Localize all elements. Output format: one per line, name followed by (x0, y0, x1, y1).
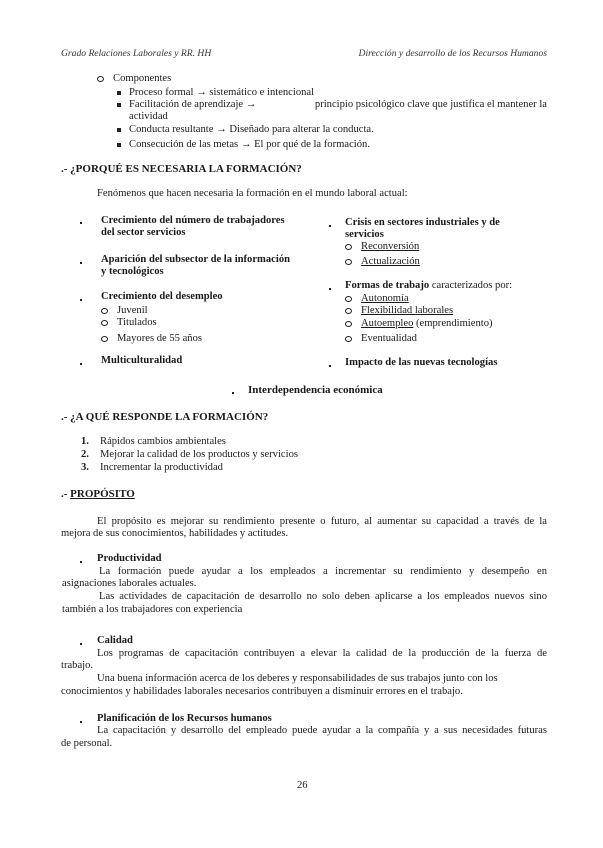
componente-item (117, 87, 314, 98)
paragraph-line: conocimientos y habilidades laborales necesarios contribuyen a disminuir errores en el trabajo. (61, 686, 463, 697)
componente-text: actividad (129, 111, 168, 122)
left-item-2-cont: y tecnológicos (101, 266, 164, 277)
sub-item-text: Autonomía (361, 293, 409, 304)
square-bullet-icon (117, 128, 121, 132)
circle-bullet-icon (345, 244, 352, 250)
arrow-icon: → (240, 139, 252, 150)
componente-text: Facilitación de aprendizaje (129, 99, 244, 110)
paragraph-text: Los programas de capacitación contribuyen a elevar la calidad de la producción de la fuerza de (97, 648, 547, 659)
header-right: Dirección y desarrollo de los Recursos Humanos (358, 48, 547, 59)
sub-item (345, 256, 420, 267)
right-item-2-rest: caracterizados por: (431, 280, 513, 291)
item-text: Rápidos cambios ambientales (100, 436, 226, 447)
paragraph-line (97, 648, 547, 659)
circle-bullet-icon (97, 76, 104, 82)
componentes-heading (97, 73, 171, 84)
sub-item-text: Titulados (117, 317, 157, 328)
sub-item-text: (emprendimiento) (416, 318, 493, 329)
dot-bullet-icon (80, 217, 82, 228)
dot-bullet-icon (80, 556, 82, 567)
componente-text: principio psicológico clave que justifica el mantener la (314, 99, 547, 110)
componente-text: Diseñado para alterar la conducta. (229, 124, 374, 135)
dot-bullet-icon (80, 716, 82, 727)
sub-item (345, 318, 493, 329)
sub-item (345, 241, 419, 252)
componente-text: Consecución de las metas (129, 139, 239, 150)
sub-item-text: Reconversión (361, 241, 420, 252)
paragraph-text: La capacitación y desarrollo del empleado puede ayudar a la compañía y a sus necesidades futuras (97, 725, 547, 736)
left-item-1: Crecimiento del número de trabajadores (101, 215, 285, 226)
sub-item-text: Actualización (361, 256, 420, 267)
paragraph-line (97, 516, 547, 527)
dot-bullet-icon (329, 283, 331, 294)
paragraph-line: Una buena información acerca de los deberes y responsabilidades de sus trabajos junto con los (97, 673, 498, 684)
dot-bullet-icon (80, 358, 82, 369)
paragraph-text: El propósito es mejorar su rendimiento presente o futuro, al aumentar su capacidad a través de la (97, 516, 547, 527)
paragraph-line: trabajo. (61, 660, 94, 671)
dot-bullet-icon (329, 220, 331, 231)
circle-bullet-icon (345, 259, 352, 265)
sub-item (345, 293, 409, 304)
item-text: Mejorar la calidad de los productos y servicios (100, 449, 298, 460)
section-prefix: .- (61, 488, 68, 500)
paragraph-line (99, 591, 547, 602)
componente-item (117, 124, 374, 135)
left-item-3: Crecimiento del desempleo (101, 291, 223, 302)
paragraph-line (97, 725, 547, 736)
numbered-item (81, 462, 223, 473)
section-heading-responde (61, 411, 268, 423)
numbered-item (81, 449, 298, 460)
item-text: Incrementar la productividad (100, 462, 223, 473)
item-number: 3. (81, 462, 89, 473)
arrow-icon: → (216, 124, 227, 135)
subsection-title: Productividad (97, 553, 162, 564)
section-intro: Fenómenos que hacen necesaria la formación en el mundo laboral actual: (97, 188, 408, 199)
sub-item-text: Mayores de 55 años (117, 333, 203, 344)
subsection-title: Planificación de los Recursos humanos (97, 713, 272, 724)
paragraph-line: mejora de sus conocimientos, habilidades y actitudes. (61, 528, 289, 539)
sub-item-text: Autoempleo (361, 318, 414, 329)
left-item-1-cont: del sector servicios (101, 227, 186, 238)
sub-item (101, 305, 148, 316)
item-number: 2. (81, 449, 89, 460)
circle-bullet-icon (101, 336, 108, 342)
componente-text: El por qué de la formación. (254, 139, 370, 150)
left-item-2: Aparición del subsector de la información (101, 254, 291, 265)
paragraph-line: también a los trabajadores con experiencia (62, 604, 243, 615)
numbered-item (81, 436, 226, 447)
dot-bullet-icon (80, 294, 82, 305)
paragraph-line: de personal. (61, 738, 113, 749)
sub-item (345, 305, 453, 316)
circle-bullet-icon (101, 320, 108, 326)
circle-bullet-icon (345, 321, 352, 327)
circle-bullet-icon (101, 308, 108, 314)
componente-text: sistemático e intencional (209, 87, 315, 98)
section-title: ¿A QUÉ RESPONDE LA FORMACIÓN? (70, 411, 269, 423)
right-item-2-bold: Formas de trabajo (345, 280, 430, 291)
right-item-1: Crisis en sectores industriales y de (345, 217, 500, 228)
dot-bullet-icon (80, 257, 82, 268)
section-heading-porque (61, 163, 302, 175)
item-number: 1. (81, 436, 89, 447)
sub-item (101, 333, 202, 344)
section-title: ¿PORQUÉ ES NECESARIA LA FORMACIÓN? (70, 163, 302, 175)
square-bullet-icon (117, 143, 121, 147)
right-item-3: Impacto de las nuevas tecnologías (345, 357, 498, 368)
section-heading-proposito (61, 488, 135, 500)
dot-bullet-icon (80, 638, 82, 649)
circle-bullet-icon (345, 296, 352, 302)
dot-bullet-icon (232, 387, 234, 398)
sub-item-text: Flexibilidad laborales (361, 305, 454, 316)
paragraph-text: Las actividades de capacitación de desarrollo no solo deben aplicarse a los empleados nuevos sino (99, 591, 547, 602)
componente-text: Conducta resultante (129, 124, 214, 135)
sub-item (101, 317, 157, 328)
arrow-icon: → (245, 99, 257, 110)
componente-item (117, 99, 547, 110)
header-left: Grado Relaciones Laborales y RR. HH (61, 48, 212, 59)
square-bullet-icon (117, 91, 121, 95)
right-item-1-cont: servicios (345, 229, 384, 240)
sub-item-text: Juvenil (117, 305, 148, 316)
paragraph-text: La formación puede ayudar a los empleados a incrementar su rendimiento y desempeño en (99, 566, 547, 577)
arrow-icon: → (196, 87, 207, 98)
page-number: 26 (297, 780, 308, 791)
componente-text: Proceso formal (129, 87, 194, 98)
section-prefix: .- (61, 411, 68, 423)
section-prefix: .- (61, 163, 68, 175)
circle-bullet-icon (345, 336, 352, 342)
circle-bullet-icon (345, 308, 352, 314)
componente-item (117, 139, 370, 150)
paragraph-line (99, 566, 547, 577)
sub-item (345, 333, 417, 344)
section-title: PROPÓSITO (70, 488, 135, 500)
center-item: Interdependencia económica (248, 384, 383, 396)
dot-bullet-icon (329, 360, 331, 371)
square-bullet-icon (117, 103, 121, 107)
paragraph-line: asignaciones laborales actuales. (62, 578, 197, 589)
componentes-title: Componentes (113, 73, 172, 84)
sub-item-text: Eventualidad (361, 333, 417, 344)
right-item-2 (345, 280, 512, 291)
left-item-4: Multiculturalidad (101, 355, 183, 366)
subsection-title: Calidad (97, 635, 133, 646)
